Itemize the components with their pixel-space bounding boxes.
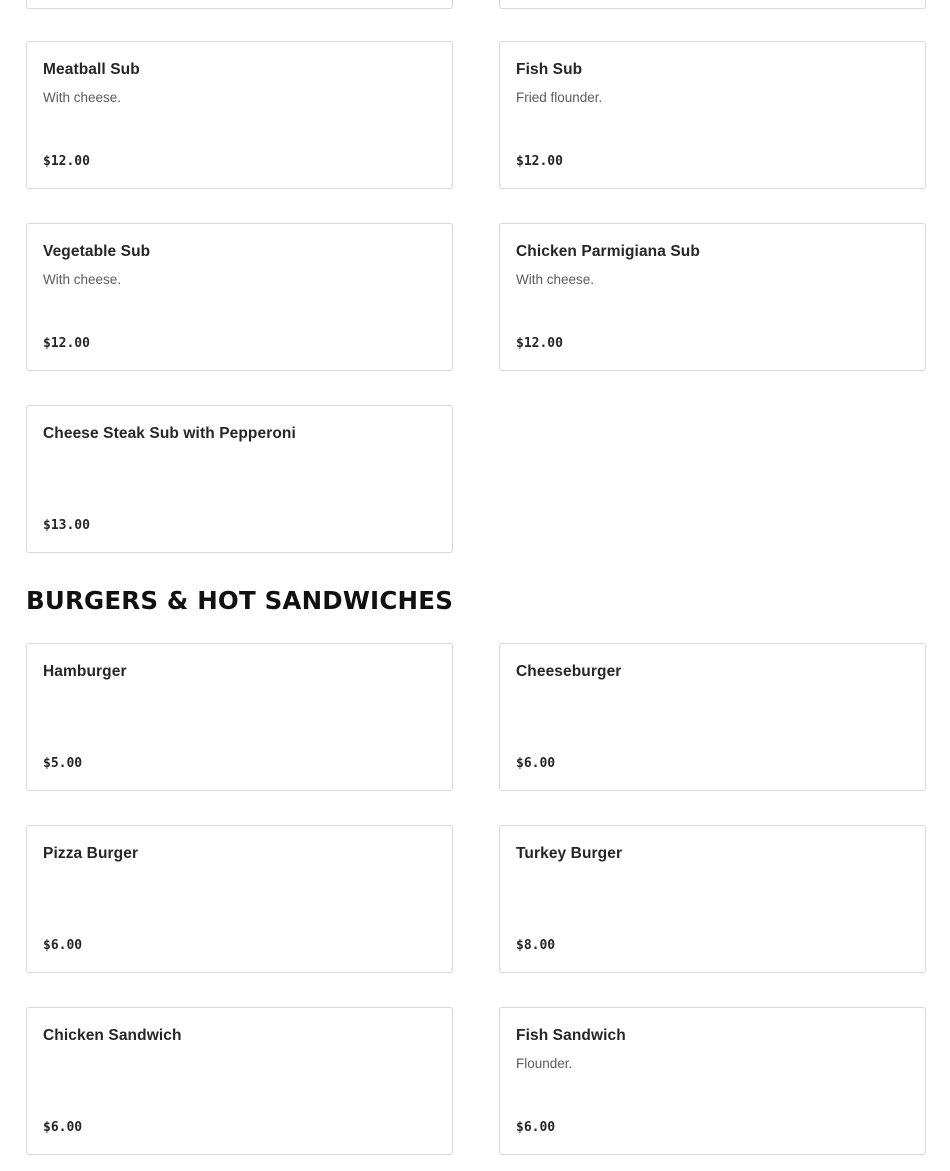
- menu-item-price: $13.00: [43, 518, 90, 533]
- menu-item-price: $12.00: [516, 336, 563, 351]
- menu-item-card[interactable]: [499, 643, 926, 791]
- menu-item-card[interactable]: [26, 405, 453, 553]
- menu-item-card-partial[interactable]: [26, 0, 453, 9]
- menu-item-price: $12.00: [516, 154, 563, 169]
- menu-item-name: Chicken Sandwich: [43, 1027, 182, 1044]
- menu-item-card[interactable]: [499, 41, 926, 189]
- menu-item-card[interactable]: [499, 223, 926, 371]
- menu-item-price: $12.00: [43, 336, 90, 351]
- menu-item-price: $12.00: [43, 154, 90, 169]
- menu-item-name: Pizza Burger: [43, 845, 139, 862]
- menu-item-card[interactable]: [26, 643, 453, 791]
- menu-item-price: $8.00: [516, 938, 556, 953]
- menu-item-name: Vegetable Sub: [43, 243, 151, 260]
- menu-item-card[interactable]: [26, 1007, 453, 1155]
- menu-item-card-partial[interactable]: [499, 0, 926, 9]
- menu-item-name: Cheese Steak Sub with Pepperoni: [43, 425, 296, 442]
- menu-item-card[interactable]: [26, 825, 453, 973]
- menu-item-description: With cheese.: [516, 272, 595, 287]
- section-heading: BURGERS & HOT SANDWICHES: [26, 586, 454, 615]
- menu-item-name: Fish Sub: [516, 61, 583, 78]
- menu-item-card[interactable]: [26, 41, 453, 189]
- menu-item-name: Cheeseburger: [516, 663, 622, 680]
- menu-item-price: $6.00: [43, 1120, 83, 1135]
- menu-item-description: With cheese.: [43, 272, 122, 287]
- menu-item-card[interactable]: [499, 825, 926, 973]
- menu-item-name: Turkey Burger: [516, 845, 623, 862]
- menu-item-card[interactable]: [26, 223, 453, 371]
- menu-item-price: $6.00: [516, 1120, 556, 1135]
- menu-item-card[interactable]: [499, 1007, 926, 1155]
- menu-item-name: Hamburger: [43, 663, 127, 680]
- menu-item-description: With cheese.: [43, 90, 122, 105]
- menu-item-name: Fish Sandwich: [516, 1027, 626, 1044]
- menu-item-price: $6.00: [516, 756, 556, 771]
- menu-item-name: Chicken Parmigiana Sub: [516, 243, 700, 260]
- menu-item-price: $6.00: [43, 938, 83, 953]
- menu-item-name: Meatball Sub: [43, 61, 140, 78]
- menu-item-price: $5.00: [43, 756, 83, 771]
- menu-item-description: Flounder.: [516, 1056, 573, 1071]
- menu-item-description: Fried flounder.: [516, 90, 603, 105]
